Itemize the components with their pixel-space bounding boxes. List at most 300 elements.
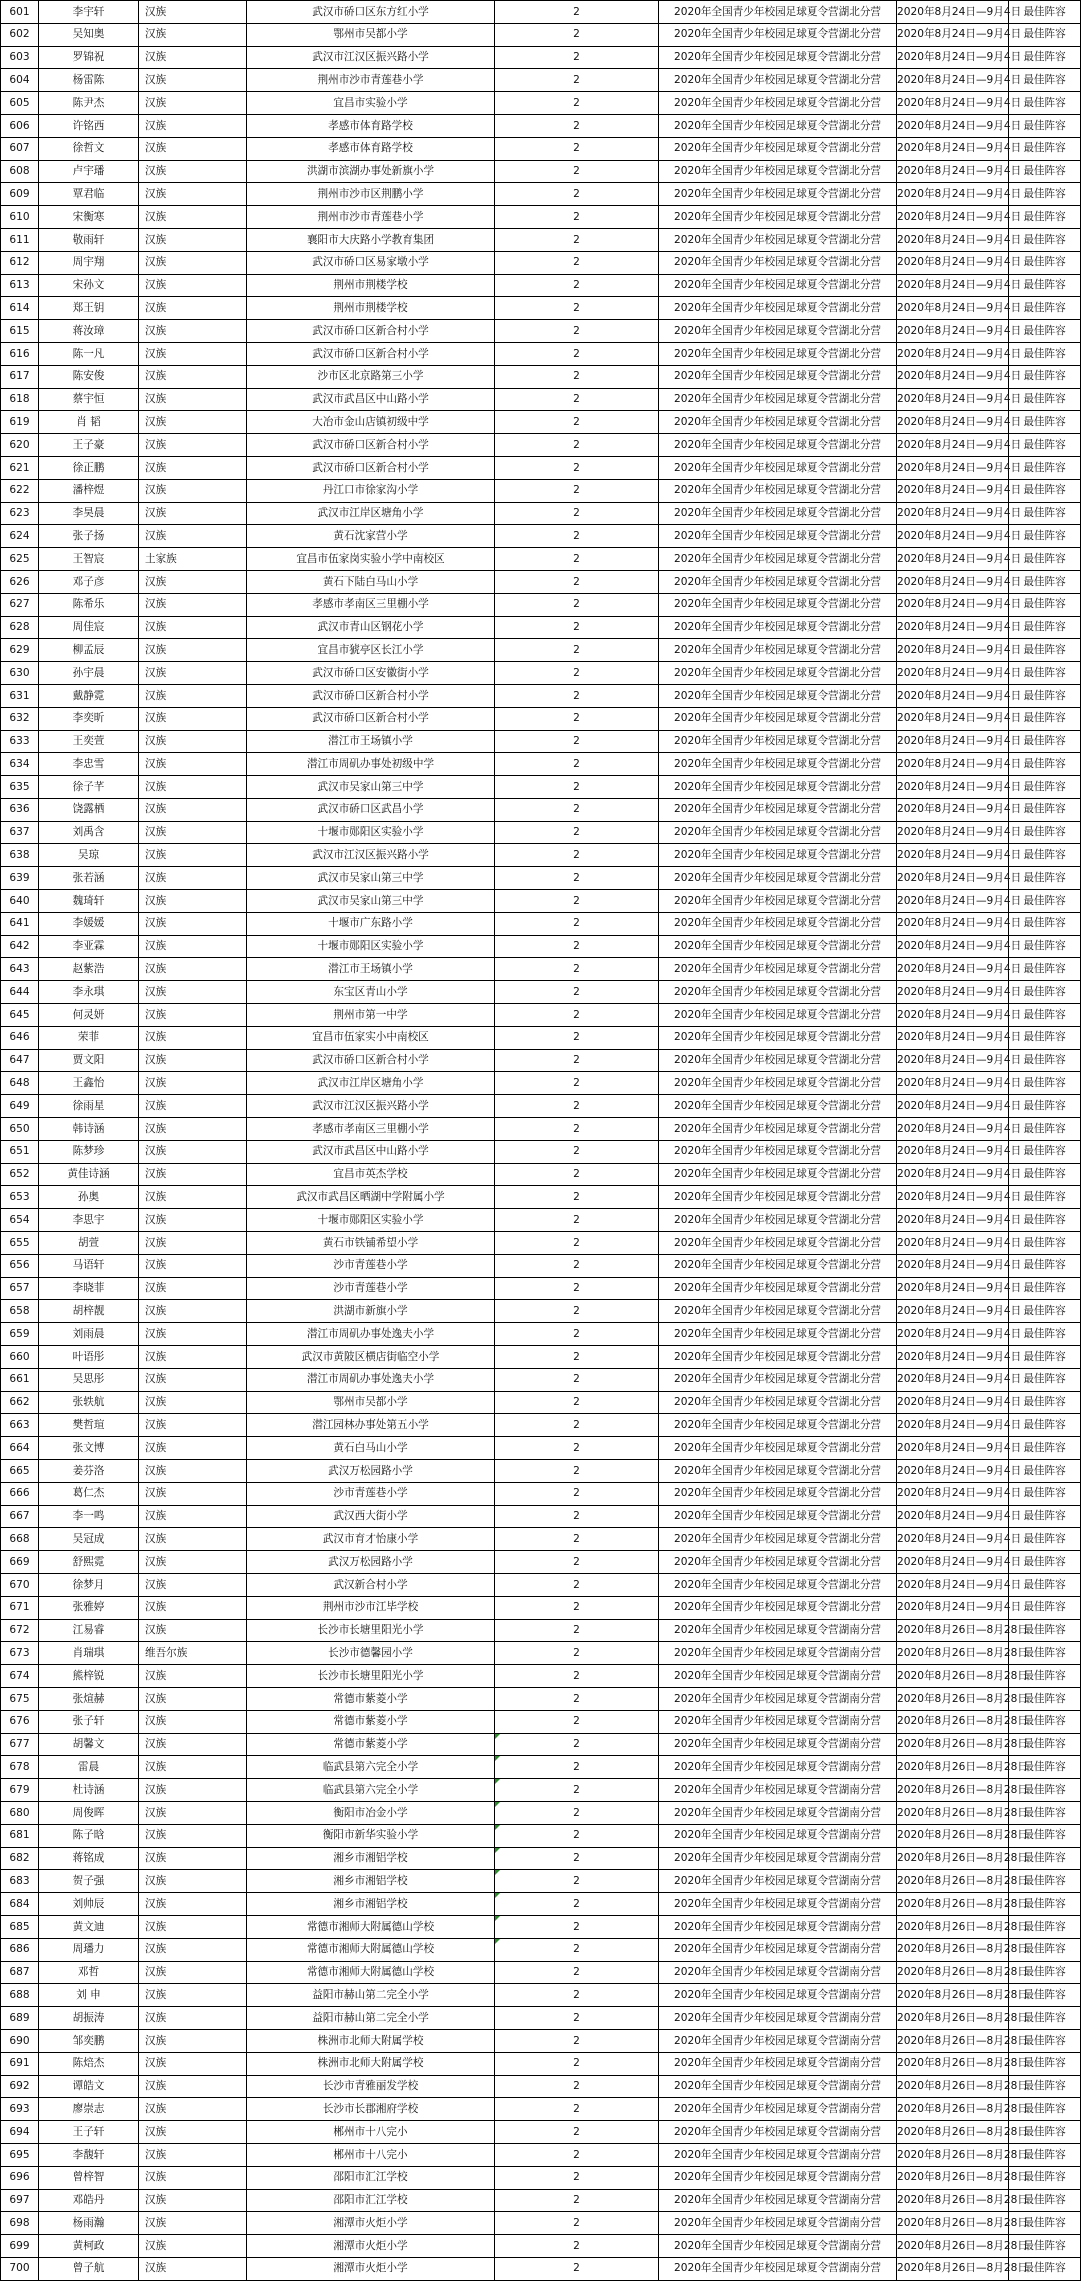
student-name-cell: 李媛媛 (39, 912, 139, 935)
grade-cell: 2 (495, 1, 659, 24)
award-cell: 最佳阵容 (1009, 274, 1081, 297)
student-name-cell: 张若涵 (39, 867, 139, 890)
student-name-cell: 李一鸣 (39, 1505, 139, 1528)
grade-cell: 2 (495, 365, 659, 388)
event-cell: 2020年全国青少年校园足球夏令营湖北分营 (659, 1414, 897, 1437)
table-row (1, 912, 1081, 935)
school-cell: 宜昌市伍家岗实验小学中南校区 (247, 548, 495, 571)
grade-cell: 2 (495, 2166, 659, 2189)
date-range-cell: 2020年8月24日—9月4日 (897, 206, 1009, 229)
event-cell: 2020年全国青少年校园足球夏令营湖南分营 (659, 1893, 897, 1916)
school-cell: 武汉市硚口区新合村小学 (247, 1049, 495, 1072)
grade-cell: 2 (495, 912, 659, 935)
award-cell: 最佳阵容 (1009, 1186, 1081, 1209)
grade-cell: 2 (495, 1687, 659, 1710)
award-cell: 最佳阵容 (1009, 456, 1081, 479)
table-row (1, 1482, 1081, 1505)
event-cell: 2020年全国青少年校园足球夏令营湖北分营 (659, 1026, 897, 1049)
student-name-cell: 张煊赫 (39, 1687, 139, 1710)
student-name-cell: 蔡宇恒 (39, 388, 139, 411)
student-name-cell: 周佳宸 (39, 616, 139, 639)
school-cell: 宜昌市伍家实小中南校区 (247, 1026, 495, 1049)
date-range-cell: 2020年8月24日—9月4日 (897, 1186, 1009, 1209)
grade-cell: 2 (495, 2143, 659, 2166)
date-range-cell: 2020年8月24日—9月4日 (897, 821, 1009, 844)
table-row (1, 1551, 1081, 1574)
row-number-cell: 620 (1, 434, 39, 457)
student-name-cell: 张雅婷 (39, 1596, 139, 1619)
grade-cell: 2 (495, 821, 659, 844)
event-cell: 2020年全国青少年校园足球夏令营湖北分营 (659, 297, 897, 320)
row-number-cell: 693 (1, 2098, 39, 2121)
table-row (1, 1, 1081, 24)
grade-cell: 2 (495, 2257, 659, 2280)
school-cell: 益阳市赫山第二完全小学 (247, 1984, 495, 2007)
student-name-cell: 李永琪 (39, 981, 139, 1004)
school-cell: 荆州市沙市青莲巷小学 (247, 69, 495, 92)
row-number-cell: 639 (1, 867, 39, 890)
event-cell: 2020年全国青少年校园足球夏令营湖南分营 (659, 2257, 897, 2280)
award-cell: 最佳阵容 (1009, 137, 1081, 160)
school-cell: 武汉市硚口区新合村小学 (247, 707, 495, 730)
table-row (1, 479, 1081, 502)
grade-cell: 2 (495, 730, 659, 753)
event-cell: 2020年全国青少年校园足球夏令营湖北分营 (659, 1368, 897, 1391)
student-name-cell: 张子扬 (39, 525, 139, 548)
student-name-cell: 徐哲文 (39, 137, 139, 160)
row-number-cell: 684 (1, 1893, 39, 1916)
student-name-cell: 蒋汝璋 (39, 320, 139, 343)
date-range-cell: 2020年8月24日—9月4日 (897, 1209, 1009, 1232)
row-number-cell: 665 (1, 1460, 39, 1483)
date-range-cell: 2020年8月24日—9月4日 (897, 434, 1009, 457)
date-range-cell: 2020年8月24日—9月4日 (897, 1118, 1009, 1141)
award-cell: 最佳阵容 (1009, 616, 1081, 639)
student-name-cell: 胡萱 (39, 1232, 139, 1255)
row-number-cell: 682 (1, 1847, 39, 1870)
row-number-cell: 669 (1, 1551, 39, 1574)
school-cell: 十堰市广东路小学 (247, 912, 495, 935)
grade-cell: 2 (495, 23, 659, 46)
ethnicity-cell: 汉族 (139, 502, 247, 525)
row-number-cell: 603 (1, 46, 39, 69)
student-name-cell: 宋衡寒 (39, 206, 139, 229)
student-name-cell: 何灵妍 (39, 1004, 139, 1027)
row-number-cell: 605 (1, 92, 39, 115)
row-number-cell: 655 (1, 1232, 39, 1255)
date-range-cell: 2020年8月26日—8月28日 (897, 2166, 1009, 2189)
ethnicity-cell: 汉族 (139, 1, 247, 24)
table-row (1, 46, 1081, 69)
row-number-cell: 683 (1, 1870, 39, 1893)
table-row (1, 502, 1081, 525)
grade-cell: 2 (495, 798, 659, 821)
event-cell: 2020年全国青少年校园足球夏令营湖北分营 (659, 160, 897, 183)
table-row (1, 411, 1081, 434)
award-cell: 最佳阵容 (1009, 548, 1081, 571)
event-cell: 2020年全国青少年校园足球夏令营湖南分营 (659, 1710, 897, 1733)
row-number-cell: 646 (1, 1026, 39, 1049)
student-name-cell: 徐正鹏 (39, 456, 139, 479)
grade-cell: 2 (495, 1665, 659, 1688)
award-cell: 最佳阵容 (1009, 1505, 1081, 1528)
grade-cell: 2 (495, 1893, 659, 1916)
grade-cell: 2 (495, 958, 659, 981)
student-name-cell: 刘雨晨 (39, 1323, 139, 1346)
ethnicity-cell: 汉族 (139, 1026, 247, 1049)
row-number-cell: 621 (1, 456, 39, 479)
grade-cell: 2 (495, 2189, 659, 2212)
event-cell: 2020年全国青少年校园足球夏令营湖北分营 (659, 1505, 897, 1528)
row-number-cell: 681 (1, 1824, 39, 1847)
event-cell: 2020年全国青少年校园足球夏令营湖南分营 (659, 1619, 897, 1642)
grade-cell: 2 (495, 274, 659, 297)
school-cell: 鄂州市吴都小学 (247, 1391, 495, 1414)
grade-cell: 2 (495, 46, 659, 69)
table-row (1, 137, 1081, 160)
student-name-cell: 罗锦祝 (39, 46, 139, 69)
student-name-cell: 徐梦月 (39, 1573, 139, 1596)
award-cell: 最佳阵容 (1009, 525, 1081, 548)
grade-cell: 2 (495, 570, 659, 593)
award-cell: 最佳阵容 (1009, 707, 1081, 730)
ethnicity-cell: 汉族 (139, 137, 247, 160)
table-row (1, 1642, 1081, 1665)
date-range-cell: 2020年8月26日—8月28日 (897, 1984, 1009, 2007)
award-cell: 最佳阵容 (1009, 1551, 1081, 1574)
ethnicity-cell: 汉族 (139, 1186, 247, 1209)
grade-cell: 2 (495, 388, 659, 411)
row-number-cell: 608 (1, 160, 39, 183)
row-number-cell: 696 (1, 2166, 39, 2189)
grade-cell: 2 (495, 1824, 659, 1847)
row-number-cell: 616 (1, 342, 39, 365)
date-range-cell: 2020年8月24日—9月4日 (897, 46, 1009, 69)
grade-cell: 2 (495, 2029, 659, 2052)
table-row (1, 1095, 1081, 1118)
row-number-cell: 664 (1, 1437, 39, 1460)
table-row (1, 320, 1081, 343)
event-cell: 2020年全国青少年校园足球夏令营湖北分营 (659, 1049, 897, 1072)
ethnicity-cell: 汉族 (139, 1847, 247, 1870)
date-range-cell: 2020年8月26日—8月28日 (897, 2075, 1009, 2098)
date-range-cell: 2020年8月26日—8月28日 (897, 1938, 1009, 1961)
event-cell: 2020年全国青少年校园足球夏令营湖南分营 (659, 2052, 897, 2075)
event-cell: 2020年全国青少年校园足球夏令营湖北分营 (659, 1323, 897, 1346)
award-cell: 最佳阵容 (1009, 1368, 1081, 1391)
award-cell: 最佳阵容 (1009, 297, 1081, 320)
event-cell: 2020年全国青少年校园足球夏令营湖南分营 (659, 1665, 897, 1688)
event-cell: 2020年全国青少年校园足球夏令营湖北分营 (659, 981, 897, 1004)
grade-cell: 2 (495, 2121, 659, 2144)
date-range-cell: 2020年8月24日—9月4日 (897, 23, 1009, 46)
ethnicity-cell: 汉族 (139, 2007, 247, 2030)
event-cell: 2020年全国青少年校园足球夏令营湖北分营 (659, 593, 897, 616)
ethnicity-cell: 汉族 (139, 1049, 247, 1072)
school-cell: 株洲市北师大附属学校 (247, 2052, 495, 2075)
grade-cell: 2 (495, 1391, 659, 1414)
date-range-cell: 2020年8月24日—9月4日 (897, 1004, 1009, 1027)
date-range-cell: 2020年8月24日—9月4日 (897, 1, 1009, 24)
event-cell: 2020年全国青少年校园足球夏令营湖北分营 (659, 1140, 897, 1163)
date-range-cell: 2020年8月24日—9月4日 (897, 684, 1009, 707)
student-name-cell: 邓子彦 (39, 570, 139, 593)
student-name-cell: 吴知奥 (39, 23, 139, 46)
award-cell: 最佳阵容 (1009, 935, 1081, 958)
event-cell: 2020年全国青少年校园足球夏令营湖北分营 (659, 206, 897, 229)
school-cell: 常德市紫菱小学 (247, 1687, 495, 1710)
row-number-cell: 602 (1, 23, 39, 46)
event-cell: 2020年全国青少年校园足球夏令营湖北分营 (659, 228, 897, 251)
award-cell: 最佳阵容 (1009, 1049, 1081, 1072)
ethnicity-cell: 汉族 (139, 1277, 247, 1300)
ethnicity-cell: 汉族 (139, 1619, 247, 1642)
row-number-cell: 661 (1, 1368, 39, 1391)
event-cell: 2020年全国青少年校园足球夏令营湖北分营 (659, 798, 897, 821)
ethnicity-cell: 汉族 (139, 411, 247, 434)
table-row (1, 365, 1081, 388)
grade-cell: 2 (495, 2235, 659, 2258)
school-cell: 孝感市体育路学校 (247, 137, 495, 160)
date-range-cell: 2020年8月24日—9月4日 (897, 1346, 1009, 1369)
grade-cell: 2 (495, 1414, 659, 1437)
school-cell: 宜昌市实验小学 (247, 92, 495, 115)
award-cell: 最佳阵容 (1009, 2052, 1081, 2075)
school-cell: 荆州市沙市江毕学校 (247, 1596, 495, 1619)
school-cell: 武汉市育才怡康小学 (247, 1528, 495, 1551)
award-cell: 最佳阵容 (1009, 1437, 1081, 1460)
date-range-cell: 2020年8月24日—9月4日 (897, 1505, 1009, 1528)
table-row (1, 1893, 1081, 1916)
ethnicity-cell: 汉族 (139, 1665, 247, 1688)
ethnicity-cell: 汉族 (139, 456, 247, 479)
event-cell: 2020年全国青少年校园足球夏令营湖北分营 (659, 707, 897, 730)
row-number-cell: 695 (1, 2143, 39, 2166)
student-name-cell: 李忠雪 (39, 753, 139, 776)
grade-cell: 2 (495, 1300, 659, 1323)
ethnicity-cell: 汉族 (139, 160, 247, 183)
student-name-cell: 马语轩 (39, 1254, 139, 1277)
award-cell: 最佳阵容 (1009, 1482, 1081, 1505)
award-cell: 最佳阵容 (1009, 821, 1081, 844)
grade-cell: 2 (495, 502, 659, 525)
award-cell: 最佳阵容 (1009, 662, 1081, 685)
school-cell: 荆州市沙市青莲巷小学 (247, 206, 495, 229)
table-row (1, 183, 1081, 206)
school-cell: 黄石下陆白马山小学 (247, 570, 495, 593)
date-range-cell: 2020年8月26日—8月28日 (897, 2052, 1009, 2075)
event-cell: 2020年全国青少年校园足球夏令营湖南分营 (659, 2029, 897, 2052)
date-range-cell: 2020年8月24日—9月4日 (897, 479, 1009, 502)
ethnicity-cell: 汉族 (139, 1551, 247, 1574)
student-name-cell: 邹奕鹏 (39, 2029, 139, 2052)
student-name-cell: 戴静霓 (39, 684, 139, 707)
award-cell: 最佳阵容 (1009, 1573, 1081, 1596)
award-cell: 最佳阵容 (1009, 114, 1081, 137)
date-range-cell: 2020年8月24日—9月4日 (897, 958, 1009, 981)
date-range-cell: 2020年8月24日—9月4日 (897, 388, 1009, 411)
row-number-cell: 644 (1, 981, 39, 1004)
table-row (1, 2007, 1081, 2030)
event-cell: 2020年全国青少年校园足球夏令营湖北分营 (659, 365, 897, 388)
ethnicity-cell: 汉族 (139, 776, 247, 799)
table-row (1, 2189, 1081, 2212)
table-row (1, 867, 1081, 890)
award-cell: 最佳阵容 (1009, 1915, 1081, 1938)
student-name-cell: 孙奥 (39, 1186, 139, 1209)
award-cell: 最佳阵容 (1009, 1687, 1081, 1710)
row-number-cell: 652 (1, 1163, 39, 1186)
ethnicity-cell: 汉族 (139, 2029, 247, 2052)
date-range-cell: 2020年8月26日—8月28日 (897, 1893, 1009, 1916)
grade-cell: 2 (495, 662, 659, 685)
student-name-cell: 刘禹含 (39, 821, 139, 844)
row-number-cell: 601 (1, 1, 39, 24)
ethnicity-cell: 汉族 (139, 46, 247, 69)
event-cell: 2020年全国青少年校园足球夏令营湖北分营 (659, 114, 897, 137)
ethnicity-cell: 汉族 (139, 593, 247, 616)
table-row (1, 570, 1081, 593)
row-number-cell: 642 (1, 935, 39, 958)
student-name-cell: 刘帅辰 (39, 1893, 139, 1916)
event-cell: 2020年全国青少年校园足球夏令营湖北分营 (659, 1118, 897, 1141)
school-cell: 东宝区青山小学 (247, 981, 495, 1004)
grade-cell: 2 (495, 1140, 659, 1163)
table-row (1, 160, 1081, 183)
student-name-cell: 杜诗涵 (39, 1779, 139, 1802)
grade-cell: 2 (495, 593, 659, 616)
row-number-cell: 680 (1, 1801, 39, 1824)
date-range-cell: 2020年8月24日—9月4日 (897, 137, 1009, 160)
row-number-cell: 609 (1, 183, 39, 206)
student-name-cell: 李思宇 (39, 1209, 139, 1232)
grade-cell: 2 (495, 1733, 659, 1756)
student-name-cell: 贺子强 (39, 1870, 139, 1893)
event-cell: 2020年全国青少年校园足球夏令营湖北分营 (659, 1482, 897, 1505)
grade-cell: 2 (495, 1984, 659, 2007)
ethnicity-cell: 汉族 (139, 1368, 247, 1391)
grade-cell: 2 (495, 1870, 659, 1893)
table-row (1, 776, 1081, 799)
table-row (1, 1687, 1081, 1710)
grade-cell: 2 (495, 867, 659, 890)
date-range-cell: 2020年8月24日—9月4日 (897, 525, 1009, 548)
row-number-cell: 614 (1, 297, 39, 320)
student-name-cell: 敬雨轩 (39, 228, 139, 251)
student-name-cell: 肖 韬 (39, 411, 139, 434)
award-cell: 最佳阵容 (1009, 1961, 1081, 1984)
student-name-cell: 张子轩 (39, 1710, 139, 1733)
row-number-cell: 636 (1, 798, 39, 821)
event-cell: 2020年全国青少年校园足球夏令营湖南分营 (659, 1961, 897, 1984)
school-cell: 黄石沈家营小学 (247, 525, 495, 548)
grade-cell: 2 (495, 342, 659, 365)
award-cell: 最佳阵容 (1009, 2007, 1081, 2030)
ethnicity-cell: 汉族 (139, 479, 247, 502)
student-name-cell: 周俊晖 (39, 1801, 139, 1824)
award-cell: 最佳阵容 (1009, 1460, 1081, 1483)
school-cell: 武汉市江汉区振兴路小学 (247, 46, 495, 69)
grade-cell: 2 (495, 1482, 659, 1505)
date-range-cell: 2020年8月26日—8月28日 (897, 1801, 1009, 1824)
date-range-cell: 2020年8月24日—9月4日 (897, 69, 1009, 92)
student-name-cell: 赵紫浩 (39, 958, 139, 981)
award-cell: 最佳阵容 (1009, 2121, 1081, 2144)
row-number-cell: 659 (1, 1323, 39, 1346)
student-name-cell: 宋孙文 (39, 274, 139, 297)
row-number-cell: 662 (1, 1391, 39, 1414)
ethnicity-cell: 汉族 (139, 730, 247, 753)
school-cell: 潜江市周矶办事处初级中学 (247, 753, 495, 776)
award-cell: 最佳阵容 (1009, 1824, 1081, 1847)
ethnicity-cell: 汉族 (139, 1573, 247, 1596)
row-number-cell: 626 (1, 570, 39, 593)
student-name-cell: 熊梓锐 (39, 1665, 139, 1688)
row-number-cell: 676 (1, 1710, 39, 1733)
event-cell: 2020年全国青少年校园足球夏令营湖北分营 (659, 1232, 897, 1255)
date-range-cell: 2020年8月24日—9月4日 (897, 753, 1009, 776)
grade-cell: 2 (495, 1710, 659, 1733)
grade-cell: 2 (495, 1004, 659, 1027)
event-cell: 2020年全国青少年校园足球夏令营湖北分营 (659, 1209, 897, 1232)
school-cell: 郴州市十八完小 (247, 2143, 495, 2166)
school-cell: 长沙市德馨园小学 (247, 1642, 495, 1665)
student-name-cell: 胡振涛 (39, 2007, 139, 2030)
school-cell: 宜昌市英杰学校 (247, 1163, 495, 1186)
student-name-cell: 葛仁杰 (39, 1482, 139, 1505)
grade-cell: 2 (495, 297, 659, 320)
date-range-cell: 2020年8月24日—9月4日 (897, 730, 1009, 753)
table-row (1, 2143, 1081, 2166)
grade-cell: 2 (495, 1209, 659, 1232)
date-range-cell: 2020年8月24日—9月4日 (897, 776, 1009, 799)
grade-cell: 2 (495, 1072, 659, 1095)
ethnicity-cell: 汉族 (139, 1346, 247, 1369)
table-row (1, 821, 1081, 844)
event-cell: 2020年全国青少年校园足球夏令营湖南分营 (659, 1756, 897, 1779)
grade-cell: 2 (495, 2212, 659, 2235)
award-cell: 最佳阵容 (1009, 206, 1081, 229)
school-cell: 郴州市十八完小 (247, 2121, 495, 2144)
table-row (1, 1505, 1081, 1528)
student-name-cell: 王鑫怡 (39, 1072, 139, 1095)
table-row (1, 684, 1081, 707)
student-name-cell: 张轶航 (39, 1391, 139, 1414)
ethnicity-cell: 汉族 (139, 1414, 247, 1437)
school-cell: 武汉市武昌区中山路小学 (247, 388, 495, 411)
table-row (1, 1072, 1081, 1095)
event-cell: 2020年全国青少年校园足球夏令营湖南分营 (659, 1915, 897, 1938)
award-cell: 最佳阵容 (1009, 1118, 1081, 1141)
date-range-cell: 2020年8月24日—9月4日 (897, 570, 1009, 593)
school-cell: 武汉万松园路小学 (247, 1551, 495, 1574)
date-range-cell: 2020年8月24日—9月4日 (897, 1323, 1009, 1346)
ethnicity-cell: 汉族 (139, 1938, 247, 1961)
ethnicity-cell: 汉族 (139, 1687, 247, 1710)
event-cell: 2020年全国青少年校园足球夏令营湖北分营 (659, 1163, 897, 1186)
school-cell: 湘乡市湘铝学校 (247, 1870, 495, 1893)
ethnicity-cell: 汉族 (139, 2166, 247, 2189)
grade-cell: 2 (495, 981, 659, 1004)
table-row (1, 639, 1081, 662)
date-range-cell: 2020年8月24日—9月4日 (897, 593, 1009, 616)
award-cell: 最佳阵容 (1009, 1710, 1081, 1733)
school-cell: 宜昌市猇亭区长江小学 (247, 639, 495, 662)
ethnicity-cell: 汉族 (139, 1095, 247, 1118)
ethnicity-cell: 汉族 (139, 798, 247, 821)
award-cell: 最佳阵容 (1009, 479, 1081, 502)
school-cell: 长沙市长郡湘府学校 (247, 2098, 495, 2121)
